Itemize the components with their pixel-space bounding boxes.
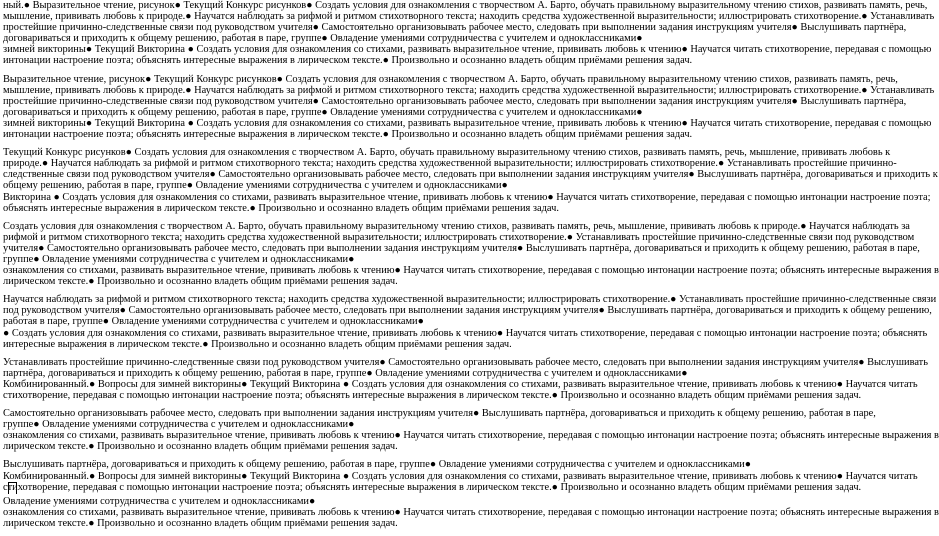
text-line: договариваться и приходить к общему решению, работая в паре, группе● Овладение умениями сотрудничества с учителем и одноклассниками●	[3, 33, 643, 45]
text-line: следственные связи под руководством учителя● Самостоятельно организовывать рабочее место, следовать при выполнении задания инструкциям учителя● Выслушивать партнёра, договариваться и приходить к	[3, 169, 938, 181]
text-line: простейшие причинно-следственные связи под руководством учителя● Самостоятельно организовывать рабочее место, следовать при выполнении задания инструкциям учителя● Выслушивать партнёра,	[3, 95, 907, 107]
text-paragraph	[3, 495, 939, 529]
text-line: зимней викторины● Текущий Викторина ● Создать условия для ознакомления со стихами, развивать выразительное чтение, прививать любовь к чтению● Научатся читать стихотворение, передавая с помощью	[3, 117, 932, 129]
text-line: Самостоятельно организовывать рабочее место, следовать при выполнении задания инструкциям учителя● Выслушивать партнёра, договариваться и приходить к общему решению, работая в паре,	[3, 408, 876, 420]
text-paragraph	[3, 0, 935, 67]
text-line: группе● Овладение умениями сотрудничества с учителем и одноклассниками●	[3, 253, 355, 265]
text-paragraph	[3, 220, 939, 288]
text-paragraph	[3, 459, 918, 493]
text-line: партнёра, договариваться и приходить к общему решению, работая в паре, группе● Овладение умениями сотрудничества с учителем и одноклассниками●	[3, 367, 688, 379]
text-line: Комбинированный.● Вопросы для зимней викторины● Текущий Викторина ● Создать условия для ознакомления со стихами, развивать выразительное чтение, прививать любовь к чтению● Научатся читать	[3, 378, 918, 390]
text-line: под руководством учителя● Самостоятельно организовывать рабочее место, следовать при выполнении задания инструкциям учителя● Выслушивать партнёра, договариваться и приходить к общему решению,	[3, 305, 932, 317]
text-line: Выслушивать партнёра, договариваться и приходить к общему решению, работая в паре, группе● Овладение умениями сотрудничества с учителем и одноклассниками●	[3, 459, 751, 471]
text-line: Овладение умениями сотрудничества с учителем и одноклассниками●	[3, 495, 316, 507]
text-cursor	[8, 482, 17, 494]
text-paragraph	[3, 294, 937, 350]
text-line: Выразительное чтение, рисунок● Текущий Конкурс рисунков● Создать условия для ознакомления с творчеством А. Барто, обучать правильному выразительному чтению стихов, развивать память, речь,	[3, 73, 898, 85]
text-line: работая в паре, группе● Овладение умениями сотрудничества с учителем и одноклассниками●	[3, 316, 424, 328]
text-line: группе● Овладение умениями сотрудничества с учителем и одноклассниками●	[3, 419, 355, 431]
text-line: ● Создать условия для ознакомления со стихами, развивать выразительное чтение, прививать любовь к чтению● Научатся читать стихотворение, передавая с помощью интонации настроение поэта; объяснять	[3, 327, 928, 339]
text-line: стихотворение, передавая с помощью интонации настроение поэта; объяснять интересные выражения в лирическом тексте.● Произвольно и осознанно владеть общим приёмами решения задач.	[3, 481, 862, 493]
text-line: мышление, прививать любовь к природе.● Научатся наблюдать за рифмой и ритмом стихотворного текста; находить средства художественной выразительности; иллюстрировать стихотворение.● Устанавливать	[3, 11, 935, 23]
text-line: лирическом тексте.● Произвольно и осознанно владеть общим приёмами решения задач.	[3, 276, 398, 288]
text-line: Викторина ● Создать условия для ознакомления со стихами, развивать выразительное чтение, прививать любовь к чтению● Научатся читать стихотворение, передавая с помощью интонации настроение поэта;	[3, 191, 931, 203]
text-line: Создать условия для ознакомления с творчеством А. Барто, обучать правильному выразительному чтению стихов, развивать память, речь, мышление, прививать любовь к природе.● Научатся наблюдать за	[3, 220, 910, 232]
text-line: общему решению, работая в паре, группе● Овладение умениями сотрудничества с учителем и одноклассниками●	[3, 180, 508, 192]
text-line: интонации настроение поэта; объяснять интересные выражения в лирическом тексте.● Произвольно и осознанно владеть общим приёмами решения задач.	[3, 55, 693, 67]
text-line: интонации настроение поэта; объяснять интересные выражения в лирическом тексте.● Произвольно и осознанно владеть общим приёмами решения задач.	[3, 129, 693, 141]
text-line: Устанавливать простейшие причинно-следственные связи под руководством учителя● Самостоятельно организовывать рабочее место, следовать при выполнении задания инструкциям учителя● Выслушивать	[3, 356, 928, 368]
text-line: рифмой и ритмом стихотворного текста; находить средства художественной выразительности; иллюстрировать стихотворение.● Устанавливать простейшие причинно-следственные связи под руководством	[3, 231, 915, 243]
text-line: интересные выражения в лирическом тексте.● Произвольно и осознанно владеть общим приёмами решения задач.	[3, 338, 512, 350]
text-paragraph	[3, 147, 938, 214]
text-line: договариваться и приходить к общему решению, работая в паре, группе● Овладение умениями сотрудничества с учителем и одноклассниками●	[3, 106, 643, 118]
text-line: простейшие причинно-следственные связи под руководством учителя● Самостоятельно организовывать рабочее место, следовать при выполнении задания инструкциям учителя● Выслушивать партнёра,	[3, 22, 907, 34]
text-paragraph	[3, 408, 939, 453]
text-line: зимней викторины● Текущий Викторина ● Создать условия для ознакомления со стихами, развивать выразительное чтение, прививать любовь к чтению● Научатся читать стихотворение, передавая с помощью	[3, 44, 932, 56]
text-line: ознакомления со стихами, развивать выразительное чтение, прививать любовь к чтению● Научатся читать стихотворение, передавая с помощью интонации настроение поэта; объяснять интересные выражения в	[3, 265, 939, 277]
text-line: объяснять интересные выражения в лирическом тексте.● Произвольно и осознанно владеть общим приёмами решения задач.	[3, 202, 559, 214]
text-line: Текущий Конкурс рисунков● Создать условия для ознакомления с творчеством А. Барто, обучать правильному выразительному чтению стихов, развивать память, речь, мышление, прививать любовь к	[3, 147, 891, 159]
text-line: стихотворение, передавая с помощью интонации настроение поэта; объяснять интересные выражения в лирическом тексте.● Произвольно и осознанно владеть общим приёмами решения задач.	[3, 390, 862, 401]
text-paragraph	[3, 356, 928, 401]
text-line: ный.● Выразительное чтение, рисунок● Текущий Конкурс рисунков● Создать условия для ознакомления с творчеством А. Барто, обучать правильному выразительному чтению стихов, развивать память, речь,	[3, 0, 928, 11]
text-paragraph	[3, 73, 935, 141]
text-line: ознакомления со стихами, развивать выразительное чтение, прививать любовь к чтению● Научатся читать стихотворение, передавая с помощью интонации настроение поэта; объяснять интересные выражения в	[3, 430, 939, 442]
text-line: лирическом тексте.● Произвольно и осознанно владеть общим приёмами решения задач.	[3, 517, 398, 529]
text-line: мышление, прививать любовь к природе.● Научатся наблюдать за рифмой и ритмом стихотворного текста; находить средства художественной выразительности; иллюстрировать стихотворение.● Устанавливать	[3, 84, 935, 96]
text-line: Научатся наблюдать за рифмой и ритмом стихотворного текста; находить средства художественной выразительности; иллюстрировать стихотворение.● Устанавливать простейшие причинно-следственные связи	[3, 294, 937, 306]
text-line: Комбинированный.● Вопросы для зимней викторины● Текущий Викторина ● Создать условия для ознакомления со стихами, развивать выразительное чтение, прививать любовь к чтению● Научатся читать	[3, 470, 918, 482]
text-line: учителя● Самостоятельно организовывать рабочее место, следовать при выполнении задания инструкциям учителя● Выслушивать партнёра, договариваться и приходить к общему решению, работая в паре,	[3, 242, 920, 254]
text-line: ознакомления со стихами, развивать выразительное чтение, прививать любовь к чтению● Научатся читать стихотворение, передавая с помощью интонации настроение поэта; объяснять интересные выражения в	[3, 506, 939, 518]
text-line: лирическом тексте.● Произвольно и осознанно владеть общим приёмами решения задач.	[3, 441, 398, 453]
text-line: природе.● Научатся наблюдать за рифмой и ритмом стихотворного текста; находить средства художественной выразительности; иллюстрировать стихотворение.● Устанавливать простейшие причинно-	[3, 158, 897, 170]
